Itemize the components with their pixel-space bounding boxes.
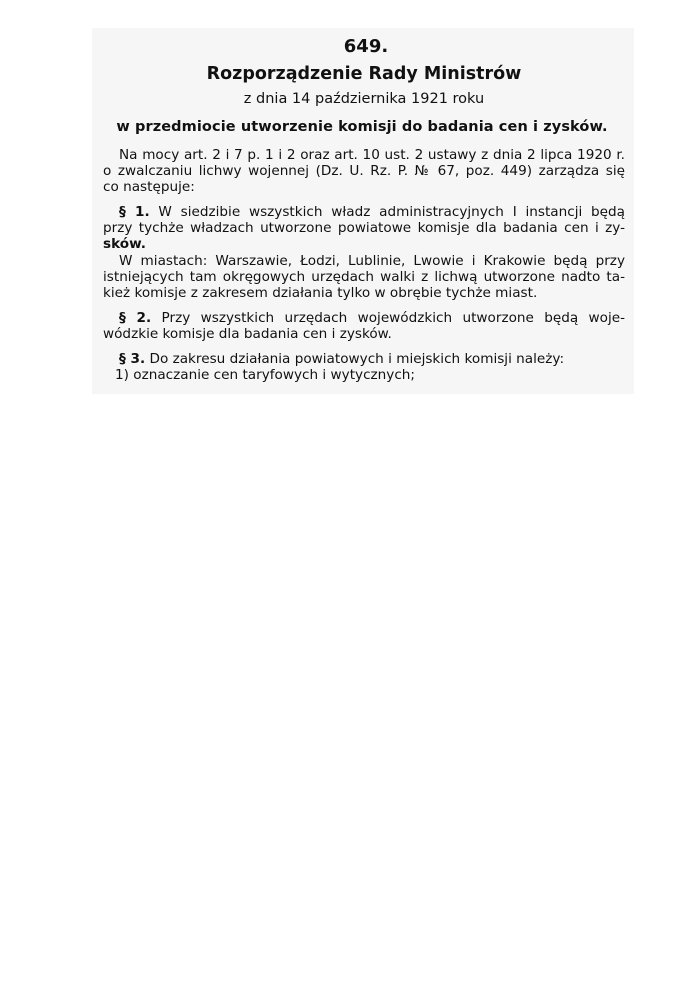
document-number: 649. <box>343 36 389 57</box>
list-item: 1) oznaczanie cen taryfowych i wytycznych; <box>115 367 416 383</box>
section-1-last-line: sków. <box>103 236 146 252</box>
preamble-line: o zwalczaniu lichwy wojennej (Dz. U. Rz. P. № 67, poz. 449) zarządza się <box>103 163 625 179</box>
section-2-last-line: wódzkie komisje dla badania cen i zysków. <box>103 326 392 342</box>
section-1-cities <box>103 253 625 301</box>
section-1-first-line <box>103 204 625 220</box>
text-block <box>103 36 625 383</box>
cities-line: kież komisje z zakresem działania tylko w obrębie tychże miast. <box>103 285 538 301</box>
section-3-text: Do zakresu działania powiatowych i miejskich komisji należy: <box>149 351 565 367</box>
document-title: Rozporządzenie Rady Ministrów <box>206 64 522 84</box>
document-subject: w przedmiocie utworzenie komisji do badania cen i zysków. <box>116 119 608 135</box>
section-3 <box>103 351 625 367</box>
section-2-label: § 2. <box>119 310 152 326</box>
preamble <box>103 147 625 195</box>
cities-line: W miastach: Warszawie, Łodzi, Lublinie, Lwowie i Krakowie będą przy <box>119 253 625 269</box>
section-1 <box>103 204 625 252</box>
preamble-line: Na mocy art. 2 i 7 p. 1 i 2 oraz art. 10 ust. 2 ustawy z dnia 2 lipca 1920 r. <box>119 147 625 163</box>
section-1-label: § 1. <box>119 204 150 220</box>
cities-line: istniejących tam okręgowych urzędach walki z lichwą utworzone nadto ta- <box>103 269 625 285</box>
document-date: z dnia 14 października 1921 roku <box>243 91 485 107</box>
section-1-line: przy tychże władzach utworzone powiatowe komisje dla badania cen i zy- <box>103 220 625 236</box>
section-2 <box>103 310 625 342</box>
section-3-label: § 3. <box>119 351 146 367</box>
section-2-text: Przy wszystkich urzędach wojewódzkich utworzone będą woje- <box>161 310 625 326</box>
section-1-text: W siedzibie wszystkich władz administracyjnych I instancji będą <box>158 204 625 220</box>
section-3-first-line <box>103 351 625 367</box>
section-2-first-line <box>103 310 625 326</box>
preamble-line: co następuje: <box>103 179 195 195</box>
